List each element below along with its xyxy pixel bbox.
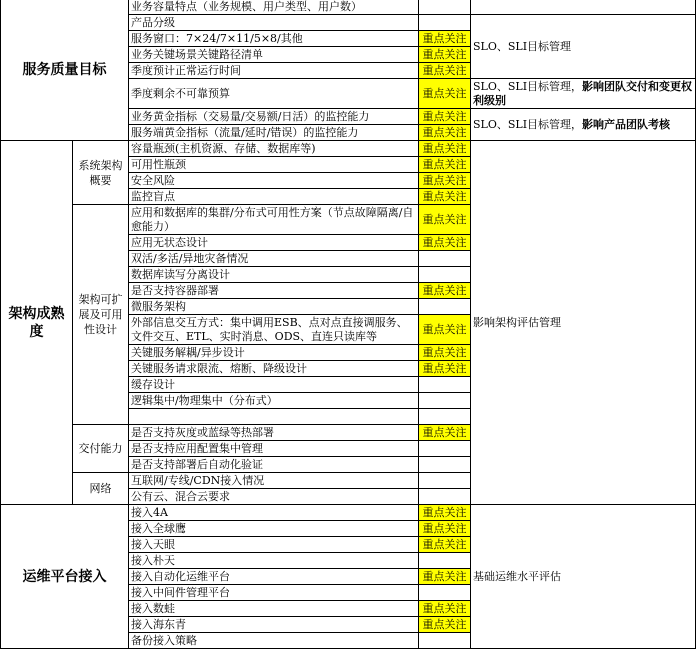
table-row	[1, 0, 696, 15]
note-text: SLO、SLI目标管理，	[473, 79, 583, 93]
note-cell	[471, 109, 696, 141]
focus-tag: 重点关注	[419, 141, 471, 157]
item-cell: 服务端黄金指标（流量/延时/错误）的监控能力	[129, 125, 419, 141]
tag-cell	[419, 633, 471, 649]
focus-tag: 重点关注	[419, 157, 471, 173]
item-cell: 备份接入策略	[129, 633, 419, 649]
tag-cell	[419, 393, 471, 409]
item-cell: 公有云、混合云要求	[129, 489, 419, 505]
table-row	[1, 141, 696, 157]
tag-cell	[419, 15, 471, 31]
subsection-label-overview: 系统架构概要	[73, 141, 129, 205]
note-cell: SLO、SLI目标管理	[471, 15, 696, 79]
note-text: SLO、SLI目标管理，	[473, 117, 583, 131]
item-cell: 接入天眼	[129, 537, 419, 553]
tag-cell	[419, 251, 471, 267]
focus-tag: 重点关注	[419, 109, 471, 125]
item-cell	[129, 409, 419, 425]
item-cell: 双活/多活/异地灾备情况	[129, 251, 419, 267]
focus-tag: 重点关注	[419, 361, 471, 377]
item-cell: 容量瓶颈(主机资源、存储、数据库等)	[129, 141, 419, 157]
item-cell: 逻辑集中/物理集中（分布式）	[129, 393, 419, 409]
tag-cell	[419, 585, 471, 601]
focus-tag: 重点关注	[419, 537, 471, 553]
subsection-label-delivery: 交付能力	[73, 425, 129, 473]
focus-tag: 重点关注	[419, 345, 471, 361]
focus-tag: 重点关注	[419, 569, 471, 585]
item-cell: 接入自动化运维平台	[129, 569, 419, 585]
focus-tag: 重点关注	[419, 505, 471, 521]
item-cell: 接入朴天	[129, 553, 419, 569]
item-cell: 关键服务解耦/异步设计	[129, 345, 419, 361]
item-cell: 接入中间件管理平台	[129, 585, 419, 601]
tag-cell	[419, 409, 471, 425]
tag-cell	[419, 473, 471, 489]
focus-tag: 重点关注	[419, 173, 471, 189]
focus-tag: 重点关注	[419, 521, 471, 537]
item-cell: 接入全球鹰	[129, 521, 419, 537]
item-cell: 应用无状态设计	[129, 235, 419, 251]
tag-cell	[419, 553, 471, 569]
item-cell: 可用性瓶颈	[129, 157, 419, 173]
note-cell	[471, 0, 696, 15]
focus-tag: 重点关注	[419, 31, 471, 47]
tag-cell	[419, 377, 471, 393]
table-row	[1, 505, 696, 521]
tag-cell	[419, 0, 471, 15]
focus-tag: 重点关注	[419, 283, 471, 299]
tag-cell	[419, 441, 471, 457]
focus-tag: 重点关注	[419, 63, 471, 79]
item-cell: 接入海东青	[129, 617, 419, 633]
item-cell: 接入数蛙	[129, 601, 419, 617]
tag-cell	[419, 267, 471, 283]
focus-tag: 重点关注	[419, 47, 471, 63]
item-cell: 外部信息交互方式：集中调用ESB、点对点直接调服务、文件交互、ETL、实时消息、ODS、直连只读库等	[129, 315, 419, 345]
section-label-quality: 服务质量目标	[1, 0, 129, 141]
subsection-label-availability: 架构可扩展及可用性设计	[73, 205, 129, 425]
focus-tag: 重点关注	[419, 425, 471, 441]
focus-tag: 重点关注	[419, 315, 471, 345]
item-cell: 安全风险	[129, 173, 419, 189]
item-cell: 数据库读写分离设计	[129, 267, 419, 283]
item-cell: 互联网/专线/CDN接入情况	[129, 473, 419, 489]
tag-cell	[419, 457, 471, 473]
tag-cell	[419, 299, 471, 315]
item-cell: 业务关键场景关键路径清单	[129, 47, 419, 63]
focus-tag: 重点关注	[419, 235, 471, 251]
item-cell: 接入4A	[129, 505, 419, 521]
focus-tag: 重点关注	[419, 205, 471, 235]
item-cell: 服务窗口：7×24/7×11/5×8/其他	[129, 31, 419, 47]
section-label-arch: 架构成熟度	[1, 141, 73, 505]
note-cell: 影响架构评估管理	[471, 141, 696, 505]
item-cell: 业务容量特点（业务规模、用户类型、用户数）	[129, 0, 419, 15]
item-cell: 应用和数据库的集群/分布式可用性方案（节点故障隔离/自愈能力）	[129, 205, 419, 235]
item-cell: 关键服务请求限流、熔断、降级设计	[129, 361, 419, 377]
focus-tag: 重点关注	[419, 125, 471, 141]
note-emphasis: 影响产品团队考核	[582, 117, 671, 131]
item-cell: 是否支持灰度或蓝绿等热部署	[129, 425, 419, 441]
item-cell: 缓存设计	[129, 377, 419, 393]
focus-tag: 重点关注	[419, 189, 471, 205]
item-cell: 季度剩余不可靠预算	[129, 79, 419, 109]
focus-tag: 重点关注	[419, 79, 471, 109]
tag-cell	[419, 489, 471, 505]
subsection-label-network: 网络	[73, 473, 129, 505]
item-cell: 是否支持应用配置集中管理	[129, 441, 419, 457]
item-cell: 产品分级	[129, 15, 419, 31]
focus-tag: 重点关注	[419, 601, 471, 617]
focus-tag: 重点关注	[419, 617, 471, 633]
item-cell: 是否支持容器部署	[129, 283, 419, 299]
section-label-ops: 运维平台接入	[1, 505, 129, 649]
item-cell: 监控盲点	[129, 189, 419, 205]
item-cell: 业务黄金指标（交易量/交易额/日活）的监控能力	[129, 109, 419, 125]
note-cell: 基础运维水平评估	[471, 505, 696, 649]
item-cell: 是否支持部署后自动化验证	[129, 457, 419, 473]
item-cell: 季度预计正常运行时间	[129, 63, 419, 79]
note-cell	[471, 79, 696, 109]
item-cell: 微服务架构	[129, 299, 419, 315]
note-emphasis: 影响团队交付和变更权利级别	[473, 79, 693, 107]
